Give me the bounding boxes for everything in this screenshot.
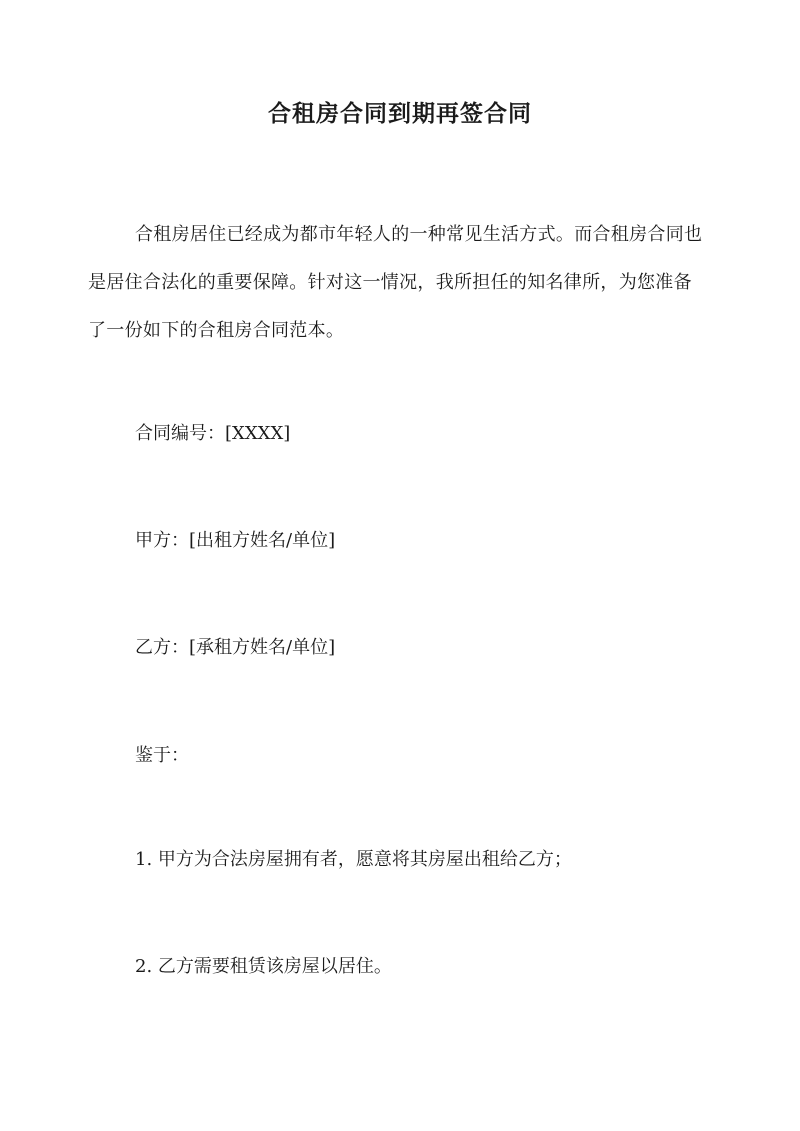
whereas-heading: 鉴于： [135, 745, 189, 766]
party-b: 乙方：[承租方姓名/单位] [135, 637, 336, 658]
party-a: 甲方：[出租方姓名/单位] [135, 530, 336, 551]
clause-item: 1. 甲方为合法房屋拥有者，愿意将其房屋出租给乙方； [135, 849, 572, 870]
document-title: 合租房合同到期再签合同 [268, 100, 532, 127]
contract-number: 合同编号：[XXXX] [135, 423, 291, 444]
clause-item: 2. 乙方需要租赁该房屋以居住。 [135, 956, 392, 977]
intro-paragraph: 合租房居住已经成为都市年轻人的一种常见生活方式。而合租房合同也是居住合法化的重要保障。针对这一情况，我所担任的知名律所，为您准备了一份如下的合租房合同范本。 [88, 224, 703, 341]
